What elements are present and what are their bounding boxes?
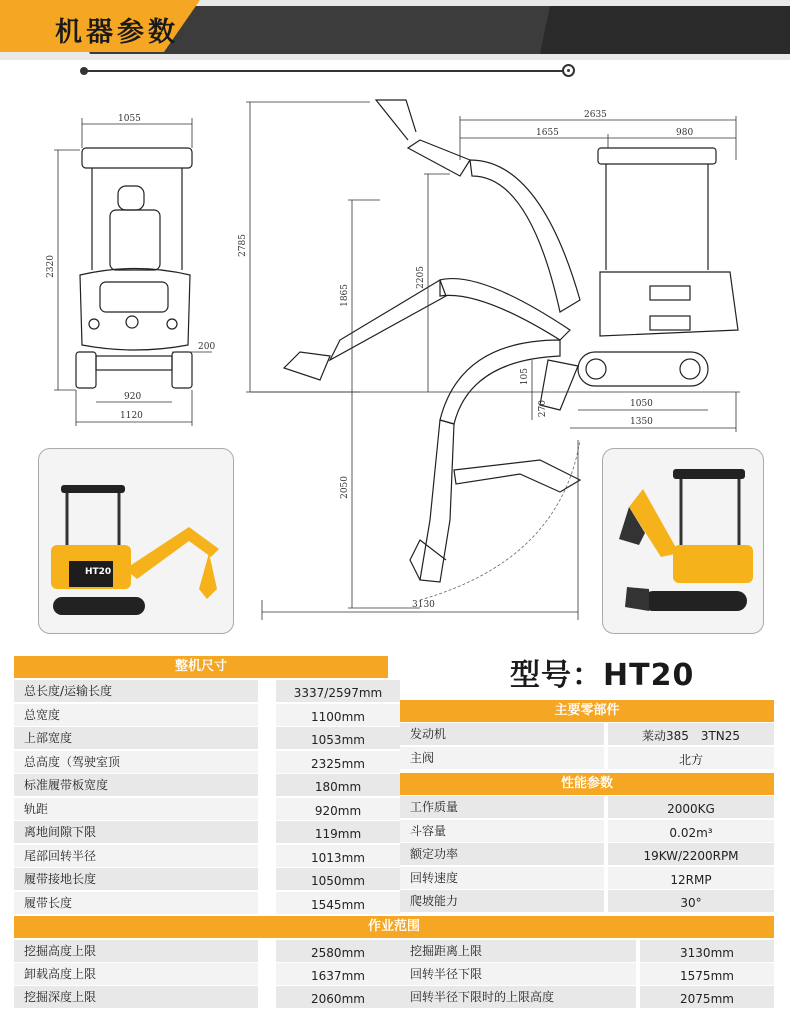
performance-row <box>400 890 774 912</box>
dim-track-contact: 1050 <box>630 399 653 409</box>
dim-side-b: 980 <box>676 128 694 138</box>
machine-size-label: 离地间隙下限 <box>14 821 258 843</box>
model-title: 型号：HT20 <box>510 658 695 693</box>
machine-size-value: 180mm <box>276 774 400 796</box>
dim-side-reach: 3130 <box>412 600 435 610</box>
dim-side-height: 2785 <box>238 234 248 257</box>
product-photo-right <box>602 448 764 634</box>
machine-size-row <box>14 892 400 914</box>
performance-label: 爬坡能力 <box>400 890 604 912</box>
machine-size-value: 1100mm <box>276 704 400 726</box>
machine-size-row <box>14 774 400 796</box>
machine-size-row <box>14 845 400 867</box>
reach-arc <box>420 440 580 600</box>
machine-size-value: 1545mm <box>276 892 400 914</box>
machine-size-label: 尾部回转半径 <box>14 845 258 867</box>
dim-front-bottom-inner: 920 <box>124 392 142 402</box>
work-range-right-label: 回转半径下限时的上限高度 <box>400 986 636 1008</box>
work-range-right-value: 2075mm <box>640 986 774 1008</box>
machine-size-value: 920mm <box>276 798 400 820</box>
parts-row <box>400 723 774 745</box>
performance-row <box>400 867 774 889</box>
machine-size-label: 总长度/运输长度 <box>14 680 258 702</box>
dim-front-bottom-outer: 1120 <box>120 411 143 421</box>
dim-side-dump: 1865 <box>340 284 350 307</box>
rule-end-dot-icon <box>562 64 575 77</box>
work-range-right-value: 1575mm <box>640 963 774 985</box>
work-range-right-label: 回转半径下限 <box>400 963 636 985</box>
dim-front-top: 1055 <box>118 114 141 124</box>
dim-side-dig: 2205 <box>416 266 426 289</box>
performance-label: 工作质量 <box>400 796 604 818</box>
performance-label: 额定功率 <box>400 843 604 865</box>
product-photo-left <box>38 448 234 634</box>
parts-header: 主要零部件 <box>400 700 774 722</box>
work-range-left-value: 2060mm <box>276 986 400 1008</box>
work-range-right-value: 3130mm <box>640 940 774 962</box>
machine-size-value: 3337/2597mm <box>276 680 400 702</box>
work-range-left-row <box>14 963 400 985</box>
machine-size-label: 履带长度 <box>14 892 258 914</box>
dim-front-track-ext: 200 <box>198 342 216 352</box>
photo-left-label: HT20 <box>85 567 112 577</box>
title-rule <box>84 70 568 72</box>
machine-size-value: 2325mm <box>276 751 400 773</box>
performance-value: 0.02m³ <box>608 820 774 842</box>
performance-row <box>400 843 774 865</box>
dim-side-total: 2635 <box>584 110 607 120</box>
machine-size-label: 履带接地长度 <box>14 868 258 890</box>
machine-size-value: 1053mm <box>276 727 400 749</box>
parts-value: 莱动385 3TN25 <box>608 723 774 745</box>
parts-row <box>400 747 774 769</box>
machine-size-row <box>14 680 400 702</box>
banner-dark-accent <box>540 6 790 54</box>
work-range-right-row <box>400 940 774 962</box>
page-title: 机器参数 <box>55 17 179 48</box>
work-range-header: 作业范围 <box>14 916 774 938</box>
parts-label: 发动机 <box>400 723 604 745</box>
work-range-left-value: 2580mm <box>276 940 400 962</box>
machine-size-row <box>14 868 400 890</box>
work-range-right-row <box>400 986 774 1008</box>
excavator-photo-right <box>603 449 764 634</box>
performance-value: 12RMP <box>608 867 774 889</box>
machine-size-label: 总高度（驾驶室顶 <box>14 751 258 773</box>
work-range-right-label: 挖掘距离上限 <box>400 940 636 962</box>
performance-value: 30° <box>608 890 774 912</box>
machine-size-label: 总宽度 <box>14 704 258 726</box>
parts-label: 主阀 <box>400 747 604 769</box>
performance-label: 回转速度 <box>400 867 604 889</box>
dim-front-height: 2320 <box>46 255 56 278</box>
machine-size-row <box>14 798 400 820</box>
machine-size-value: 1013mm <box>276 845 400 867</box>
machine-size-row <box>14 751 400 773</box>
machine-size-label: 上部宽度 <box>14 727 258 749</box>
work-range-left-label: 卸载高度上限 <box>14 963 258 985</box>
work-range-left-label: 挖掘深度上限 <box>14 986 258 1008</box>
machine-size-value: 1050mm <box>276 868 400 890</box>
work-range-left-row <box>14 986 400 1008</box>
machine-size-header: 整机尺寸 <box>14 656 388 678</box>
machine-size-row <box>14 727 400 749</box>
work-range-left-row <box>14 940 400 962</box>
dim-blade-up: 105 <box>520 368 530 386</box>
performance-value: 19KW/2200RPM <box>608 843 774 865</box>
work-range-left-value: 1637mm <box>276 963 400 985</box>
performance-value: 2000KG <box>608 796 774 818</box>
machine-size-row <box>14 704 400 726</box>
performance-row <box>400 796 774 818</box>
machine-size-label: 标准履带板宽度 <box>14 774 258 796</box>
work-range-left-label: 挖掘高度上限 <box>14 940 258 962</box>
machine-size-row <box>14 821 400 843</box>
dim-blade-down: 270 <box>538 400 548 418</box>
dim-side-depth: 2050 <box>340 476 350 499</box>
performance-header: 性能参数 <box>400 773 774 795</box>
performance-row <box>400 820 774 842</box>
excavator-photo-left <box>39 449 234 634</box>
machine-size-value: 119mm <box>276 821 400 843</box>
dim-side-a: 1655 <box>536 128 559 138</box>
performance-label: 斗容量 <box>400 820 604 842</box>
machine-size-label: 轨距 <box>14 798 258 820</box>
work-range-right-row <box>400 963 774 985</box>
parts-value: 北方 <box>608 747 774 769</box>
dim-track-len: 1350 <box>630 417 653 427</box>
